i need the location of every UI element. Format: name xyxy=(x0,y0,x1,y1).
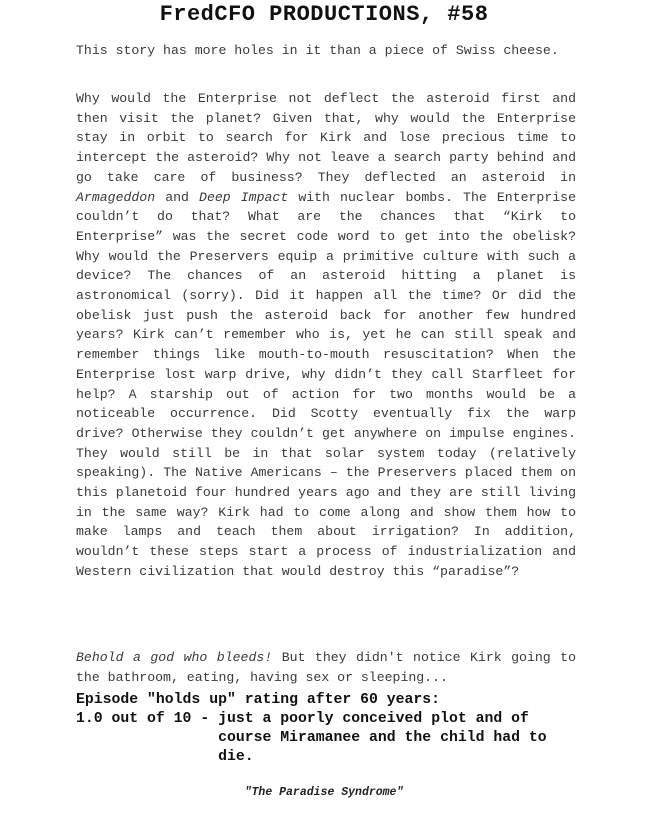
intro-paragraph: This story has more holes in it than a piece of Swiss cheese. xyxy=(76,43,559,58)
critique-text-2: and xyxy=(155,189,200,205)
rating-row xyxy=(76,710,596,767)
critique-paragraph xyxy=(76,89,576,582)
closing-paragraph xyxy=(76,648,576,687)
closing-quote: Behold a god who bleeds! xyxy=(76,650,273,665)
rating-block xyxy=(76,691,596,767)
episode-title: "The Paradise Syndrome" xyxy=(244,786,404,799)
film-title-armageddon: Armageddon xyxy=(76,189,156,205)
critique-text-1: Why would the Enterprise not deflect the asteroid first and then visit the planet? Given that, why would the Enterprise stay in orbit to search for Kirk and lose precious time to intercept the asteroid? Why not leave a search party behind and go take care of business? They deflected an asteroid in xyxy=(76,91,576,185)
film-title-deep-impact: Deep Impact xyxy=(199,189,289,205)
closing-text: But they didn't notice Kirk going to the bathroom, eating, having sex or sleeping... xyxy=(76,650,577,685)
rating-heading: Episode "holds up" rating after 60 years: xyxy=(76,692,441,708)
rating-comment: just a poorly conceived plot and of course Miramanee and the child had to die. xyxy=(218,711,547,765)
critique-text-3: with nuclear bombs. The Enterprise couldn’t do that? What are the chances that “Kirk to Enterprise” was the secret code word to get into the obelisk? Why would the Preservers equip a primitive culture with such a device? The chances of an asteroid hitting a planet is astronomical (sorry). Did it happen all the time? Or did the obelisk just push the asteroid back for another few hundred years? Kirk can’t remember who is, yet he can still speak and remember things like mouth-to-mouth resuscitation? When the Enterprise lost warp drive, why didn’t they call Starfleet for help? A starship out of action for two months would be a noticeable occurrence. Did Scotty eventually fix the warp drive? Otherwise they couldn’t get anywhere on impulse engines. They would still be in that solar system today (relatively speaking). The Native Americans – the Preservers placed them on this planetoid four hundred years ago and they are still living in the same way? Kirk had to come along and show them how to make lamps and teach them about irrigation? In addition, wouldn’t these steps start a process of industrialization and Western civilization that would destroy this “paradise”? xyxy=(76,189,577,579)
page-title: FredCFO PRODUCTIONS, #58 xyxy=(159,2,489,27)
rating-score: 1.0 out of 10 - xyxy=(76,711,219,727)
